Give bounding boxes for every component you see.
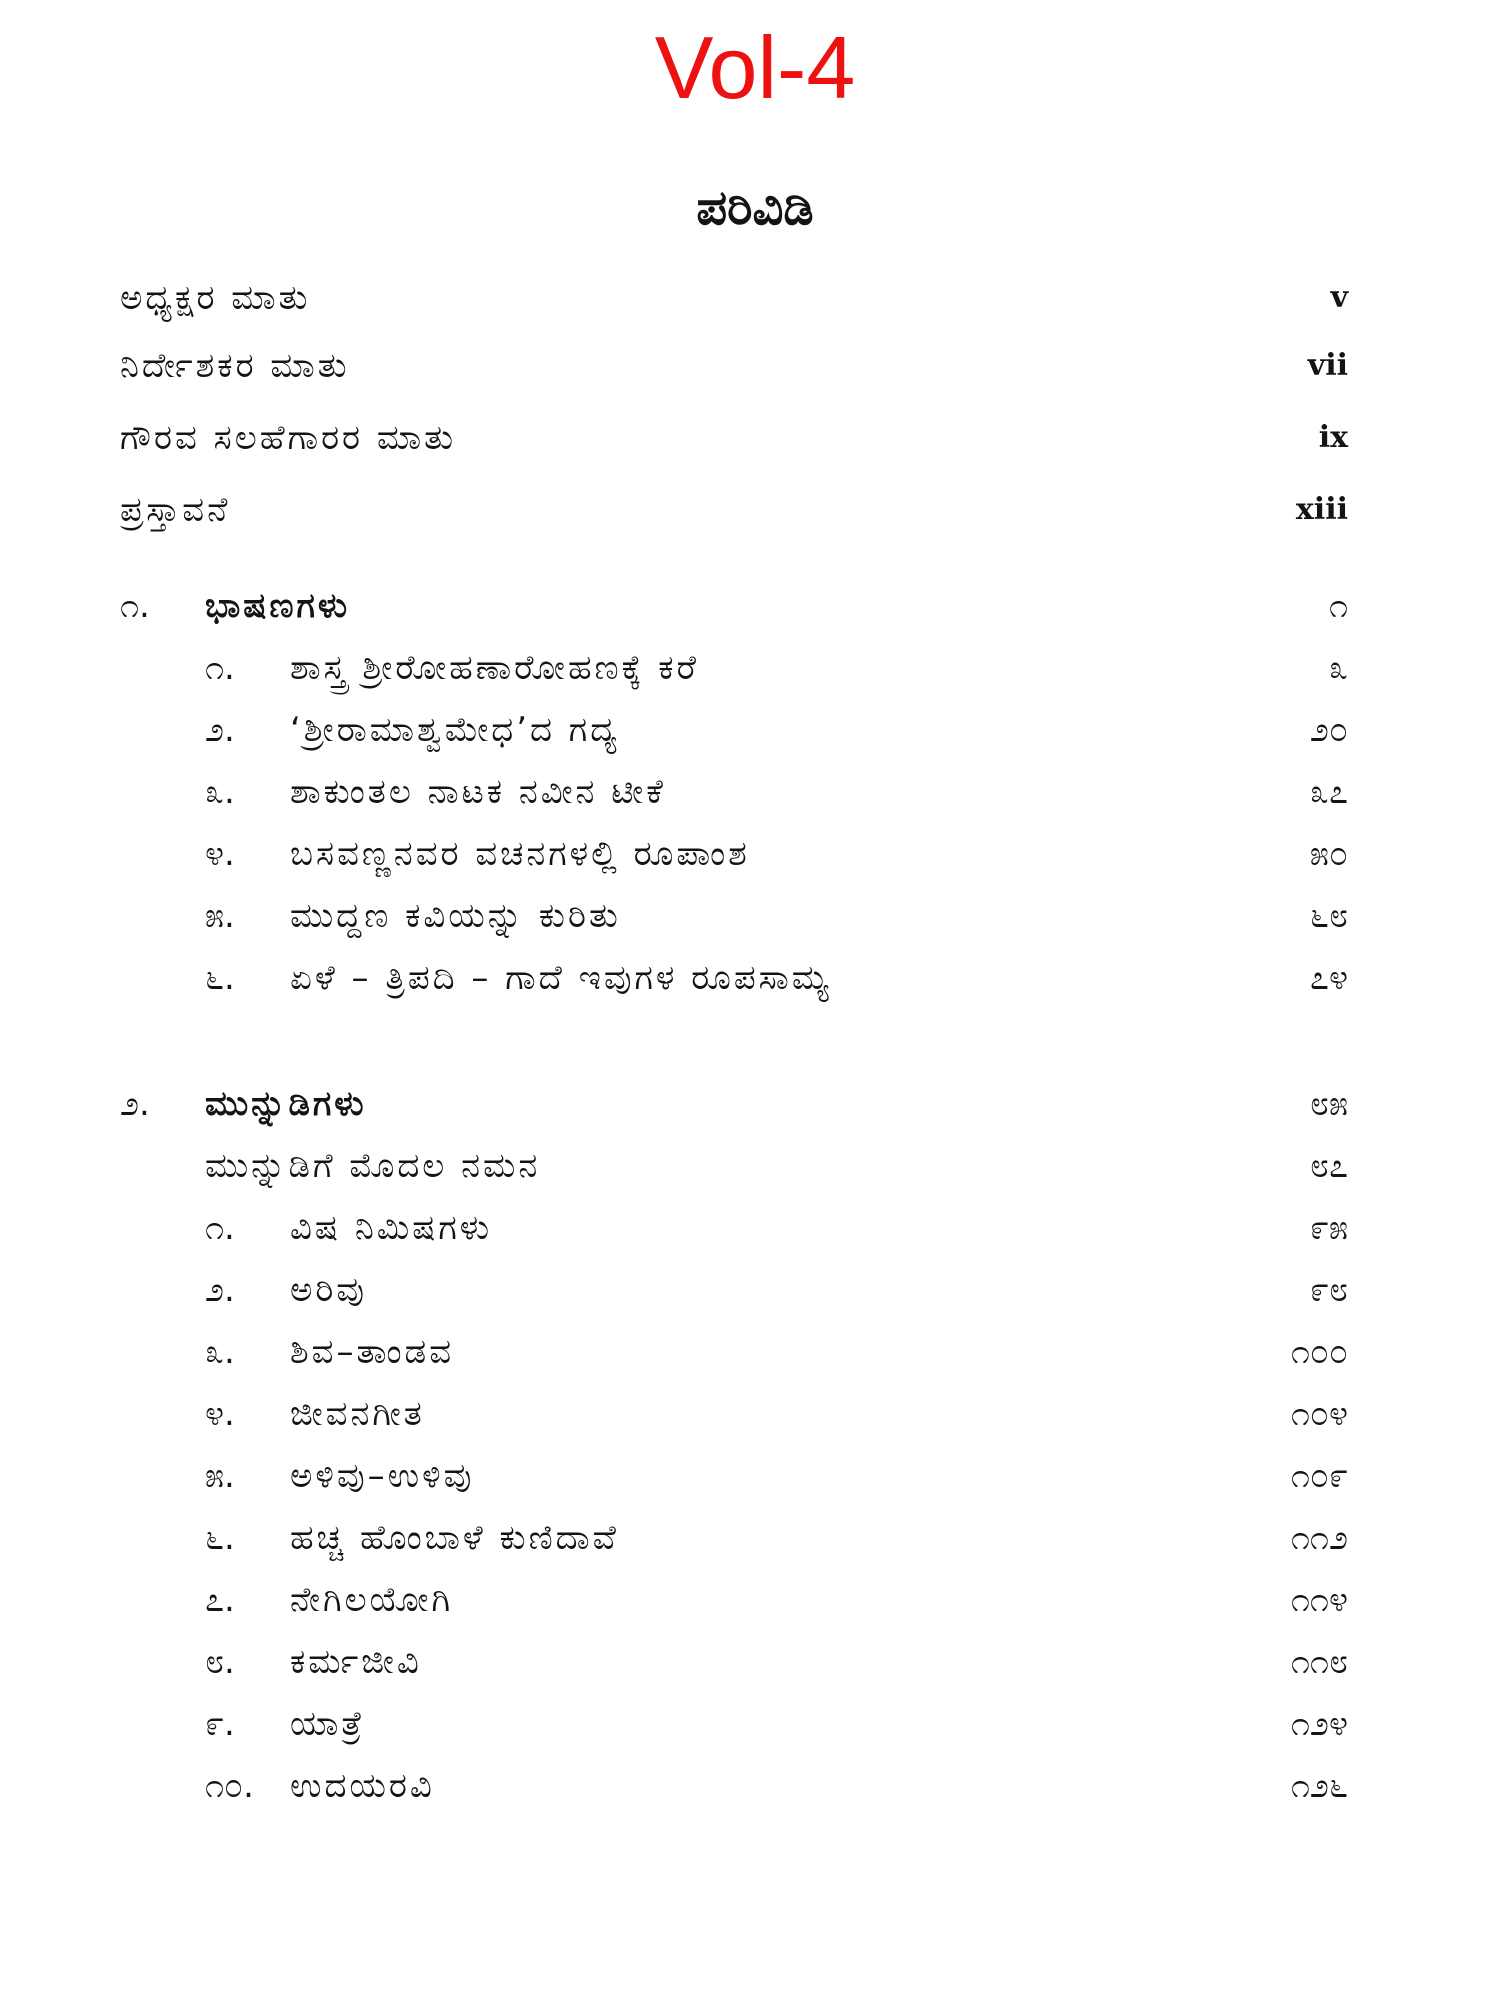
item-number: ೪.	[205, 834, 235, 874]
item-label: ‘ಶ್ರೀರಾಮಾಶ್ವಮೇಧ’ದ ಗದ್ಯ	[290, 710, 620, 750]
toc-page: xiii	[1295, 492, 1348, 527]
toc-label: ಗೌರವ ಸಲಹೆಗಾರರ ಮಾತು	[120, 418, 457, 458]
toc-page: ೮೭	[1309, 1146, 1348, 1186]
volume-label: Vol-4	[654, 18, 856, 117]
toc-page: ೩	[1328, 648, 1348, 688]
toc-page: ೧೨೪	[1290, 1704, 1348, 1744]
toc-item-row	[0, 764, 1500, 820]
item-label: ಅಳಿವು–ಉಳಿವು	[290, 1456, 475, 1496]
toc-item-row	[0, 888, 1500, 944]
toc-page: ೯೫	[1309, 1208, 1348, 1248]
item-label: ಶಿವ–ತಾಂಡವ	[290, 1332, 455, 1372]
toc-item-row	[0, 1510, 1500, 1566]
item-number: ೩.	[205, 772, 235, 812]
toc-item-row	[0, 950, 1500, 1006]
toc-label: ನಿರ್ದೇಶಕರ ಮಾತು	[120, 346, 350, 386]
toc-section-row	[0, 1076, 1500, 1132]
item-number: ೭.	[205, 1580, 235, 1620]
section-label: ಭಾಷಣಗಳು	[205, 586, 351, 626]
item-number: ೧.	[205, 1208, 235, 1248]
item-number: ೫.	[205, 1456, 235, 1496]
item-label: ಬಸವಣ್ಣನವರ ವಚನಗಳಲ್ಲಿ ರೂಪಾಂಶ	[290, 834, 750, 874]
toc-item-row	[0, 1324, 1500, 1380]
toc-page: ೮೫	[1309, 1084, 1348, 1124]
item-number: ೪.	[205, 1394, 235, 1434]
intro-label: ಮುನ್ನುಡಿಗೆ ಮೊದಲ ನಮನ	[205, 1146, 541, 1186]
toc-front-row	[0, 410, 1500, 466]
item-number: ೧.	[205, 648, 235, 688]
item-label: ವಿಷ ನಿಮಿಷಗಳು	[290, 1208, 493, 1248]
toc-item-row	[0, 1572, 1500, 1628]
toc-page: ೧೦೦	[1290, 1332, 1348, 1372]
item-number: ೧೦.	[205, 1766, 254, 1806]
item-label: ಶಾಕುಂತಲ ನಾಟಕ ನವೀನ ಟೀಕೆ	[290, 772, 666, 812]
item-number: ೮.	[205, 1642, 235, 1682]
toc-page: ix	[1318, 420, 1348, 455]
toc-section-row	[0, 578, 1500, 634]
toc-page: ೧೦೪	[1290, 1394, 1348, 1434]
item-label: ಏಳೆ – ತ್ರಿಪದಿ – ಗಾದೆ ಇವುಗಳ ರೂಪಸಾಮ್ಯ	[290, 958, 832, 998]
item-number: ೨.	[205, 710, 235, 750]
toc-front-row	[0, 482, 1500, 538]
item-label: ಕರ್ಮಜೀವಿ	[290, 1642, 422, 1682]
toc-page: ೩೭	[1309, 772, 1348, 812]
toc-item-row	[0, 826, 1500, 882]
toc-page: ೧	[1328, 586, 1348, 626]
toc-item-row	[0, 1448, 1500, 1504]
toc-page: ೧೧೮	[1290, 1642, 1348, 1682]
toc-front-row	[0, 338, 1500, 394]
toc-page: ೧೧೨	[1290, 1518, 1348, 1558]
section-label: ಮುನ್ನುಡಿಗಳು	[205, 1084, 367, 1124]
item-label: ಶಾಸ್ತ್ರ ಶ್ರೀರೋಹಣಾರೋಹಣಕ್ಕೆ ಕರೆ	[290, 648, 699, 688]
item-label: ಅರಿವು	[290, 1270, 368, 1310]
item-number: ೫.	[205, 896, 235, 936]
toc-page: ೨೦	[1309, 710, 1348, 750]
item-label: ಹಚ್ಚ ಹೊಂಬಾಳೆ ಕುಣಿದಾವೆ	[290, 1518, 619, 1558]
toc-item-row	[0, 1386, 1500, 1442]
toc-item-row	[0, 1262, 1500, 1318]
item-number: ೬.	[205, 1518, 235, 1558]
toc-page: ೭೪	[1309, 958, 1348, 998]
toc-page: ೧೦೯	[1290, 1456, 1348, 1496]
toc-item-row	[0, 640, 1500, 696]
item-label: ಉದಯರವಿ	[290, 1766, 435, 1806]
item-label: ನೇಗಿಲಯೋಗಿ	[290, 1580, 454, 1620]
toc-item-row	[0, 702, 1500, 758]
toc-page: ೧೧೪	[1290, 1580, 1348, 1620]
item-label: ಮುದ್ದಣ ಕವಿಯನ್ನು ಕುರಿತು	[290, 896, 621, 936]
toc-page: v	[1330, 280, 1348, 315]
toc-front-row	[0, 270, 1500, 326]
toc-label: ಪ್ರಸ್ತಾವನೆ	[120, 490, 231, 530]
toc-page: ೬೮	[1309, 896, 1348, 936]
toc-item-row	[0, 1696, 1500, 1752]
item-label: ಯಾತ್ರೆ	[290, 1704, 366, 1744]
toc-item-row	[0, 1758, 1500, 1814]
item-number: ೩.	[205, 1332, 235, 1372]
section-number: ೧.	[120, 586, 150, 626]
toc-label: ಅಧ್ಯಕ್ಷರ ಮಾತು	[120, 278, 311, 318]
toc-page: ೯೮	[1309, 1270, 1348, 1310]
page-title: ಪರಿವಿಡಿ	[696, 180, 814, 236]
toc-item-row	[0, 1200, 1500, 1256]
toc-page: ೫೦	[1309, 834, 1348, 874]
toc-page: vii	[1307, 348, 1348, 383]
item-number: ೨.	[205, 1270, 235, 1310]
toc-item-row	[0, 1634, 1500, 1690]
item-label: ಜೀವನಗೀತ	[290, 1394, 425, 1434]
item-number: ೯.	[205, 1704, 235, 1744]
toc-page: ೧೨೬	[1290, 1766, 1348, 1806]
toc-intro-row	[0, 1138, 1500, 1194]
section-number: ೨.	[120, 1084, 150, 1124]
item-number: ೬.	[205, 958, 235, 998]
